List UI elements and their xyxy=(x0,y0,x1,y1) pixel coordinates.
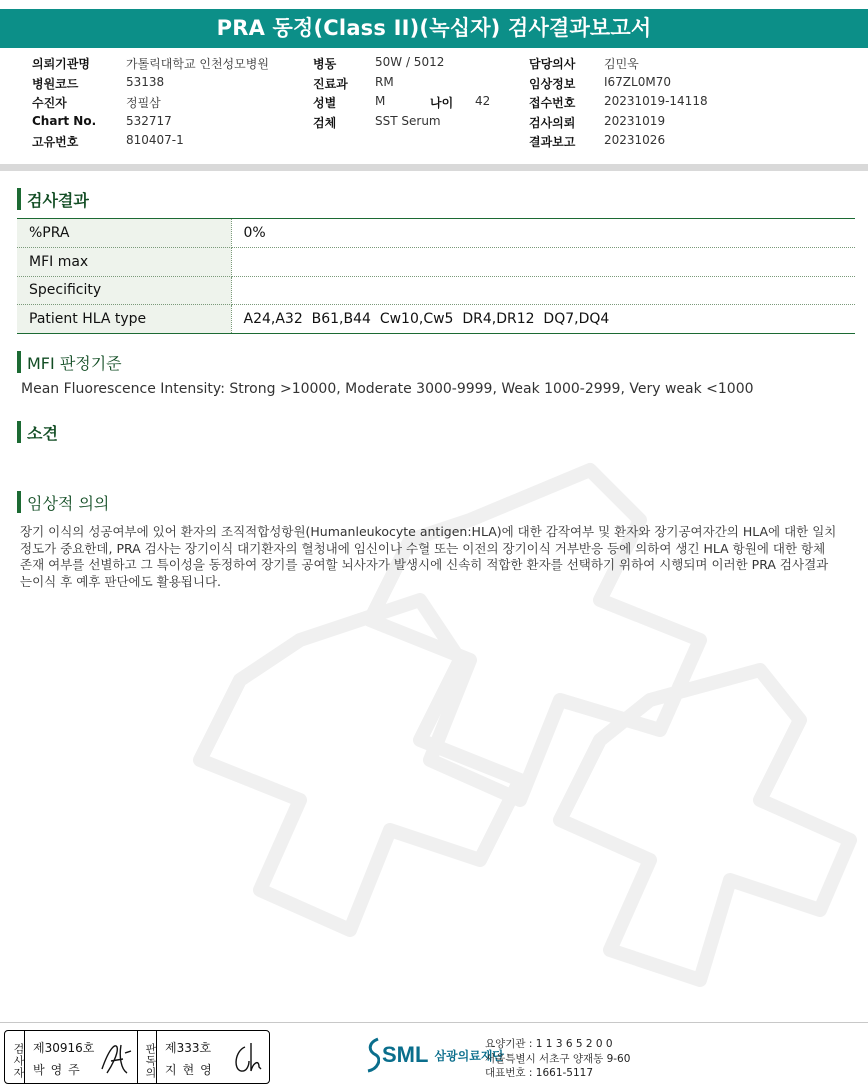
reviewer-license-no: 제333호 xyxy=(165,1041,212,1055)
logo-name: 삼광의료재단 xyxy=(434,1048,505,1063)
info-label: 병원코드 xyxy=(32,76,79,91)
info-value: 53138 xyxy=(126,74,165,89)
footer xyxy=(0,1022,868,1092)
info-label: 병동 xyxy=(313,57,337,71)
info-label: 진료과 xyxy=(313,76,348,91)
info-label: 임상정보 xyxy=(529,76,576,91)
info-value: I67ZL0M70 xyxy=(604,74,671,89)
results-heading xyxy=(17,187,89,211)
result-value: 0% xyxy=(231,219,855,248)
info-value: 가톨릭대학교 인천성모병원 xyxy=(126,57,269,71)
info-label: 수진자 xyxy=(32,96,67,110)
reviewer-name: 지현영 xyxy=(165,1063,218,1077)
patient-info-block xyxy=(0,55,868,155)
mfi-heading xyxy=(17,350,122,374)
info-label: 성별 xyxy=(313,96,337,110)
reviewer-label: 판독의 xyxy=(137,1031,157,1083)
info-value: 810407-1 xyxy=(126,133,184,147)
info-value: 정필삼 xyxy=(126,96,161,110)
info-label: 고유번호 xyxy=(32,135,79,149)
results-table xyxy=(17,218,855,334)
info-label: 검체 xyxy=(313,115,337,130)
table-row xyxy=(17,305,855,334)
section-bar xyxy=(17,351,21,373)
info-value: 20231019 xyxy=(604,113,666,128)
clinical-heading xyxy=(17,490,109,514)
logo-mark-icon xyxy=(366,1037,380,1073)
info-label: 담당의사 xyxy=(529,57,576,71)
contact-line: 서울특별시 서초구 양재동 9-60 xyxy=(485,1052,631,1065)
reviewer-signature-icon xyxy=(229,1039,265,1077)
section-title: MFI 판정기준 xyxy=(27,353,122,373)
age-label: 나이 xyxy=(430,96,454,110)
mfi-criteria-text: Mean Fluorescence Intensity: Strong >10000, Moderate 3000-9999, Weak 1000-2999, Very weak <1000 xyxy=(21,381,754,397)
result-key: Specificity xyxy=(17,276,231,305)
info-label: 접수번호 xyxy=(529,96,576,110)
sml-logo xyxy=(366,1035,504,1075)
section-title: 소견 xyxy=(27,423,58,443)
info-value: 20231026 xyxy=(604,133,666,147)
tester-name: 박영주 xyxy=(33,1063,86,1077)
info-label: 결과보고 xyxy=(529,135,576,149)
logo-mark-text: SML xyxy=(382,1042,429,1067)
section-bar xyxy=(17,421,21,443)
table-row xyxy=(17,247,855,276)
info-label: 의뢰기관명 xyxy=(32,57,90,71)
section-title: 임상적 의의 xyxy=(27,493,110,513)
tester-signature-icon xyxy=(99,1039,133,1077)
info-value: SST Serum xyxy=(375,113,441,128)
info-value: 김민욱 xyxy=(604,57,639,71)
section-title: 검사결과 xyxy=(27,190,89,210)
info-label: 검사의뢰 xyxy=(529,115,576,130)
result-value xyxy=(231,276,855,305)
table-row xyxy=(17,219,855,248)
header-divider xyxy=(0,164,868,171)
result-value xyxy=(231,247,855,276)
contact-info xyxy=(485,1037,630,1081)
result-key: %PRA xyxy=(17,219,231,248)
signature-box xyxy=(4,1030,270,1084)
contact-line: 대표번호 : 1661-5117 xyxy=(485,1067,594,1079)
result-value: A24,A32 B61,B44 Cw10,Cw5 DR4,DR12 DQ7,DQ4 xyxy=(231,305,855,334)
section-bar xyxy=(17,491,21,513)
section-bar xyxy=(17,188,21,210)
result-key: MFI max xyxy=(17,247,231,276)
tester-label: 검사자 xyxy=(5,1031,25,1083)
info-value: 20231019-14118 xyxy=(604,94,708,108)
age-value: 42 xyxy=(475,94,491,108)
contact-line: 요양기관 : 1 1 3 6 5 2 0 0 xyxy=(485,1038,613,1050)
table-row xyxy=(17,276,855,305)
info-value: 50W / 5012 xyxy=(375,55,445,69)
tester-license-no: 제30916호 xyxy=(33,1041,95,1055)
info-value: RM xyxy=(375,74,394,89)
info-value: M xyxy=(375,94,386,108)
opinion-heading xyxy=(17,420,58,444)
info-value: 532717 xyxy=(126,113,172,128)
info-label: Chart No. xyxy=(32,113,97,128)
report-title: PRA 동정(Class II)(녹십자) 검사결과보고서 xyxy=(0,9,868,48)
clinical-text: 장기 이식의 성공여부에 있어 환자의 조직적합성항원(Humanleukocyte antigen:HLA)에 대한 감작여부 및 환자와 장기공여자간의 HLA에 대한 일치정도가 중요한데, PRA 검사는 장기이식 대기환자의 혈청내에 임신이나 수혈 또는 이전의 장기이식 거부반응 등에 의하여 생긴 HLA 항원에 대한 항체 존재 여부를 선별하고 그 특이성을 동정하여 장기를 공여할 뇌사자가 발생시에 신속히 적합한 환자를 선택하기 위하여 시행되며 이러한 PRA 검사결과는이식 후 예후 판단에도 활용됩니다. xyxy=(20,524,837,589)
result-key: Patient HLA type xyxy=(17,305,231,334)
